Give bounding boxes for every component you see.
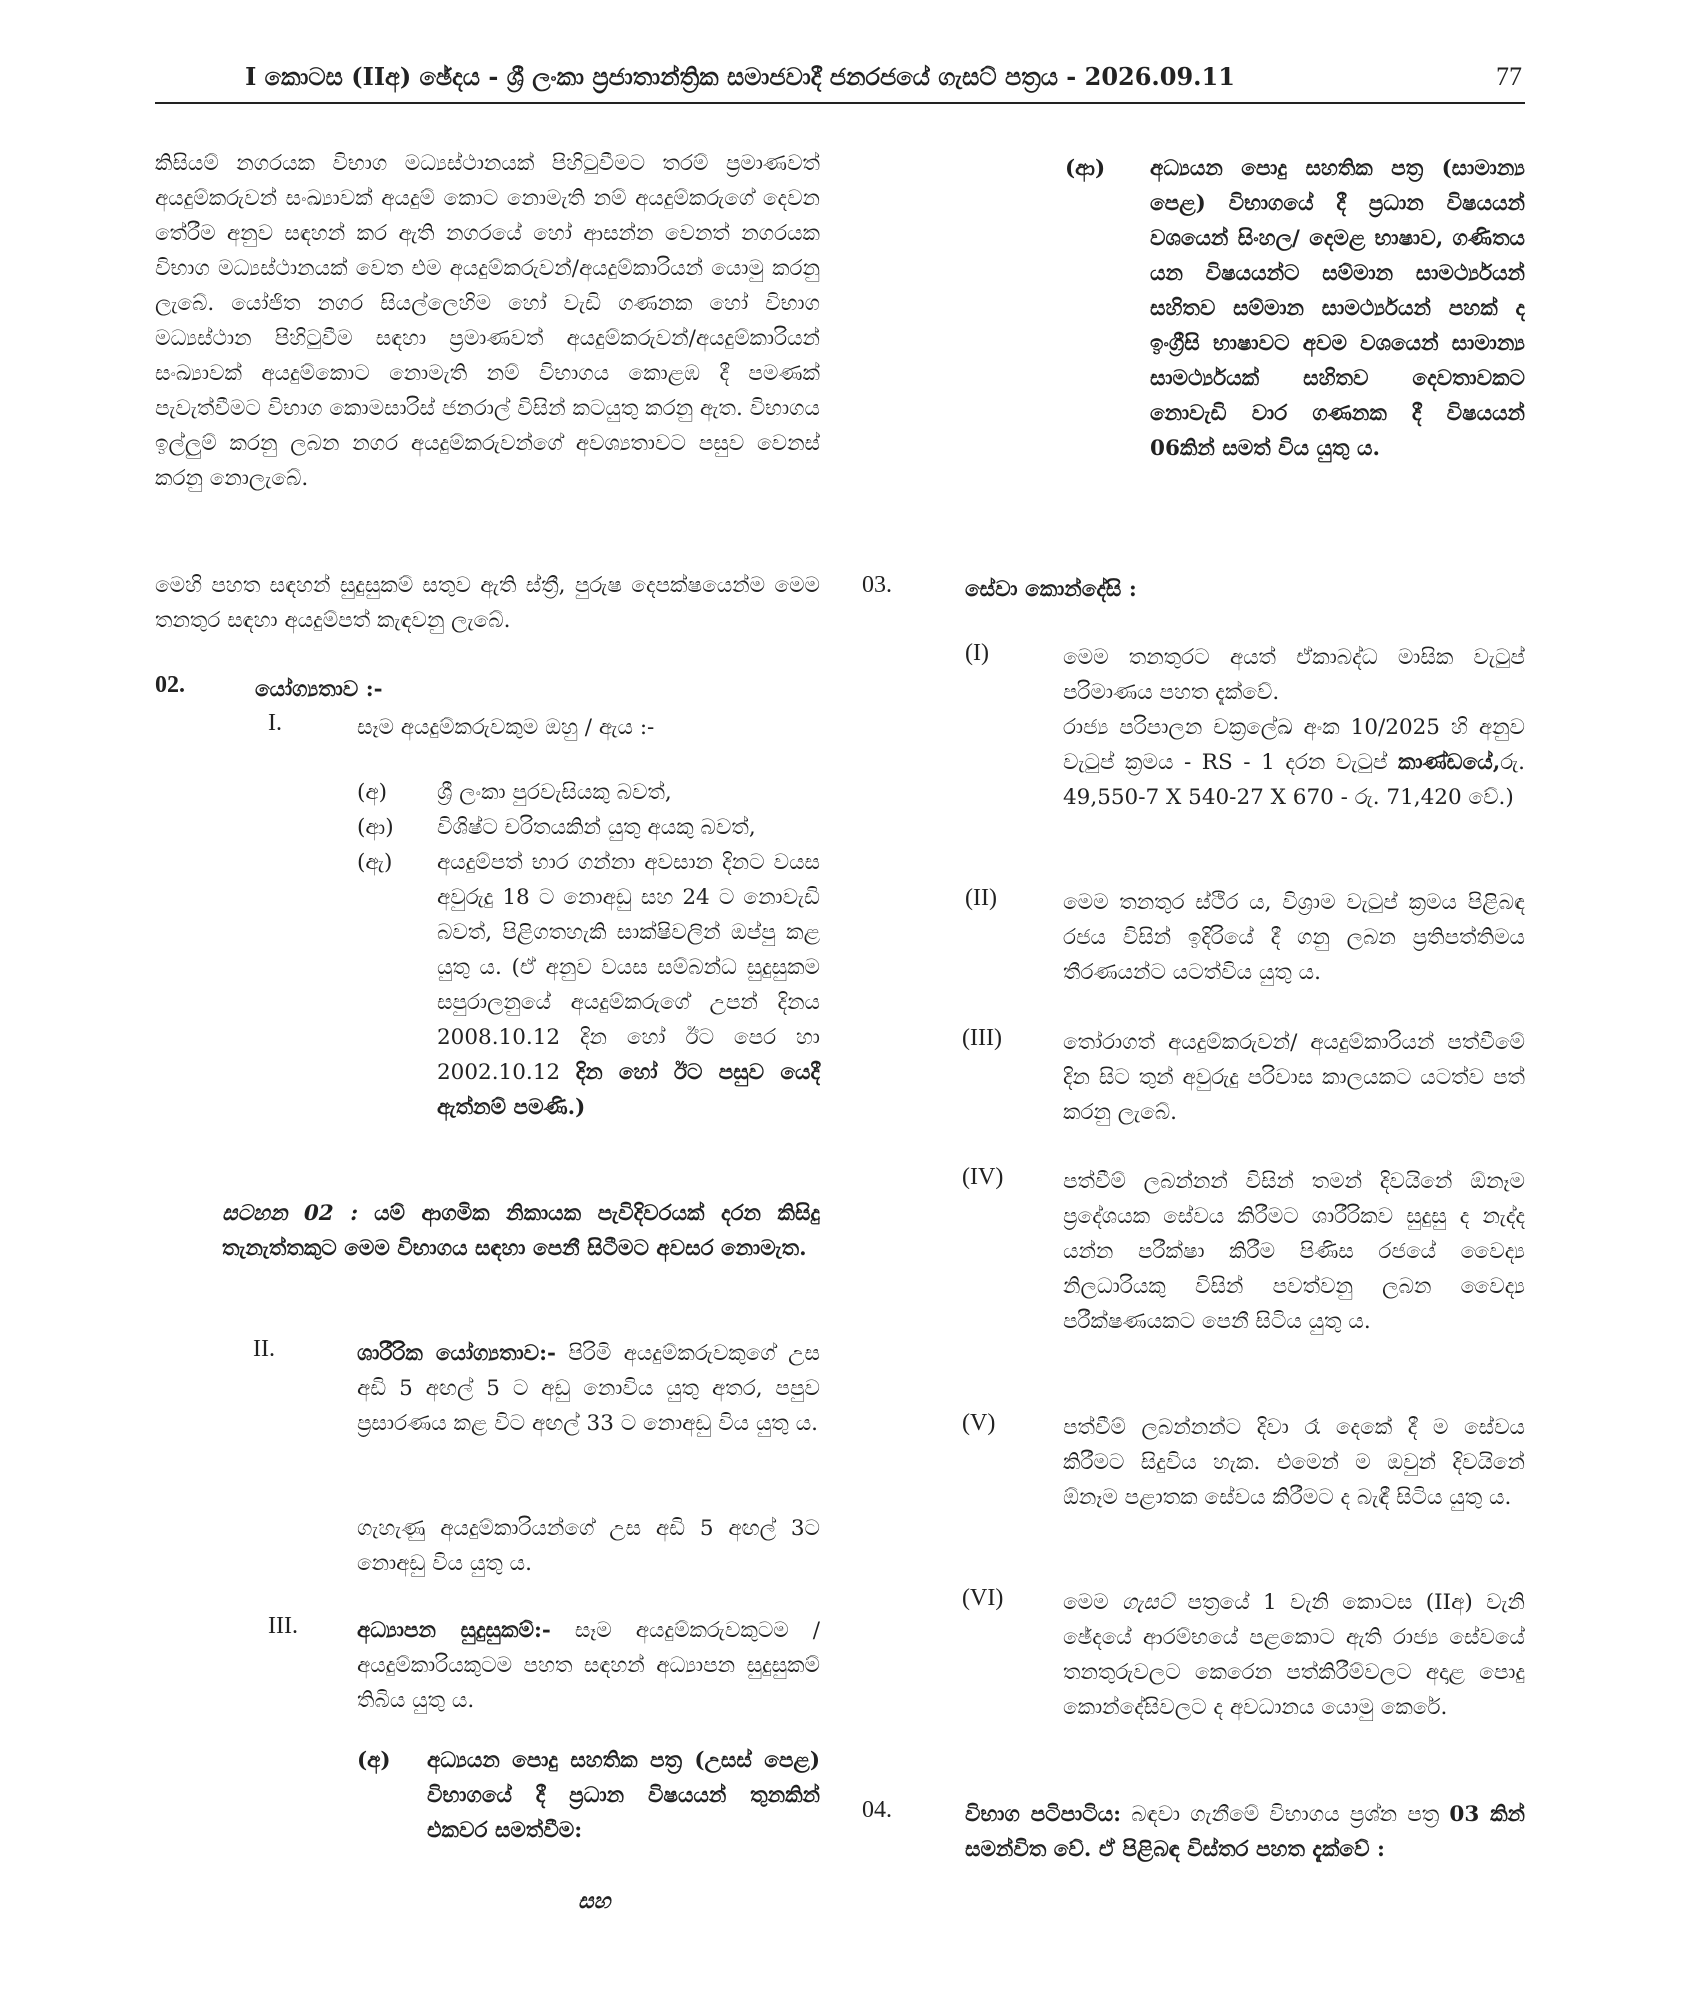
sub-ae-text <box>437 845 820 1125</box>
section-02-number: 02. <box>155 672 185 698</box>
section-04-text <box>965 1797 1525 1867</box>
salary-scale-intro: මෙම තනතුරට අයත් ඒකාබද්ධ මාසික වැටුප් පරිමාණය පහත දැක්වේ. <box>1063 645 1525 705</box>
condition-ii-number: (II) <box>965 885 997 911</box>
physical-fitness-label: ශාරීරික යෝග්‍යතාව:- <box>357 1341 556 1366</box>
female-height-text: ගැහැණු අයදුම්කාරියන්ගේ උස අඩි 5 අඟල් 3ට නොඅඩු විය යුතු ය. <box>357 1516 820 1576</box>
sub-a-label: (අ) <box>357 780 388 805</box>
salary-amounts: රු. 49,550-7 X 540-27 X 670 - රු. 71,420 වේ.) <box>1063 750 1525 810</box>
item-iii-text <box>357 1613 820 1718</box>
edu-a-text: අධ්‍යයන පොදු සහතික පත්‍ර (උසස් පෙළ) විභාගයේ දී ප්‍රධාන විෂයයන් තුනකින් එකවර සමත්වීම: <box>427 1748 820 1843</box>
running-header: I කොටස (IIඅ) ඡේදය - ශ්‍රී ලංකා ප්‍රජාතාන්ත්‍රික සමාජවාදී ජනරජයේ ගැසට් පත්‍රය - 2026.09.11 <box>245 62 1235 91</box>
note-02 <box>222 1196 820 1266</box>
sub-ae-label: (ඇ) <box>357 850 393 875</box>
exam-procedure-label: විභාග පටිපාටිය: <box>965 1802 1122 1827</box>
page-number: 77 <box>1496 62 1522 91</box>
edu-a-label: (අ) <box>357 1748 391 1773</box>
condition-vi-text-b: පත්‍රයේ 1 වැනි කොටස (IIඅ) වැනි ඡේදයේ ආරම්භයේ පළකොට ඇති රාජ්‍ය සේවයේ තනතුරුවලට කෙරෙන පත්කිරීම්වලට අදාළ පොදු කොන්දේසිවලට ද අවධානය යොමු කෙරේ. <box>1063 1590 1525 1720</box>
salary-circular-text: රාජ්‍ය පරිපාලන චක්‍රලේඛ අංක 10/2025 හි අනුව වැටුප් ක්‍රමය - RS - 1 දරන වැටුප් <box>1063 715 1525 775</box>
sub-a-text: ශ්‍රී ලංකා පුරවැසියකු බවත්, <box>437 780 672 805</box>
condition-vi-text <box>1063 1585 1525 1725</box>
condition-iii-text: තෝරාගත් අයදුම්කරුවන්/ අයදුම්කාරියන් පත්වීමේ දින සිට තුන් අවුරුදු පරිවාස කාලයකට යටත්ව පත් කරනු ලැබේ. <box>1063 1030 1525 1125</box>
exam-procedure-bold: 03 කින් සමන්විත වේ. ඒ පිළිබඳ විස්තර පහත දැක්වේ : <box>965 1802 1526 1862</box>
condition-iv-number: (IV) <box>962 1164 1004 1190</box>
item-i-text: සෑම අයදුම්කරුවකුම ඔහු / ඇය :- <box>357 715 655 740</box>
sub-aa-label: (ආ) <box>357 815 394 840</box>
gender-paragraph: මෙහි පහත සඳහන් සුදුසුකම් සතුව ඇති ස්ත්‍රී, පුරුෂ දෙපක්ෂයෙන්ම මෙම තනතුර සඳහා අයදුම්පත් කැඳවනු ලැබේ. <box>155 573 820 633</box>
condition-v-number: (V) <box>962 1410 996 1436</box>
condition-i-number: (I) <box>965 640 989 666</box>
salary-category-bold: කාණ්ඩයේ, <box>1397 750 1501 775</box>
header-rule <box>155 102 1525 104</box>
note-02-label: සටහන 02 : <box>222 1201 359 1226</box>
sub-aa-text: විශිෂ්ට චරිතයකින් යුතු අයකු බවත්, <box>437 815 756 840</box>
condition-vi-text-a: මෙම <box>1063 1590 1109 1615</box>
section-03-number: 03. <box>862 572 892 598</box>
edu-aa-label: (ආ) <box>1065 156 1106 181</box>
physical-fitness-text: පිරිමි අයදුම්කරුවකුගේ උස අඩි 5 අඟල් 5 ට අඩු නොවිය යුතු අතර, පපුව ප්‍රසාරණය කළ විට අඟල් 33 ට නොඅඩු විය යුතු ය. <box>357 1341 820 1436</box>
condition-iv-text: පත්වීම් ලබන්නන් විසින් තමන් දිවයිනේ ඕනෑම ප්‍රදේශයක සේවය කිරීමට ශාරීරිකව සුදුසු ද නැද්ද යන්න පරීක්ෂා කිරීම පිණිස රජයේ වෛද්‍ය නිලධාරියකු විසින් පවත්වනු ලබන වෛද්‍ය පරීක්ෂණයකට පෙනී සිටිය යුතු ය. <box>1063 1169 1525 1334</box>
condition-v-text: පත්වීම් ලබන්නන්ට දිවා රෑ දෙකේ දී ම සේවය කිරීමට සිදුවිය හැක. එමෙන් ම ඔවුන් දිවයිනේ ඕනෑම පළාතක සේවය කිරීමට ද බැඳී සිටිය යුතු ය. <box>1063 1415 1525 1510</box>
exam-procedure-text: බඳවා ගැනීමේ විභාගය ප්‍රශ්න පත්‍ර <box>1131 1802 1440 1827</box>
condition-ii-text: මෙම තනතුර ස්ථිර ය, විශ්‍රාම වැටුප් ක්‍රමය පිළිබඳ රජය විසින් ඉදිරියේ දී ගනු ලබන ප්‍රතිපත්තිමය තීරණයන්ට යටත්විය යුතු ය. <box>1063 890 1525 985</box>
item-ii-number: II. <box>253 1336 275 1362</box>
condition-vi-number: (VI) <box>962 1585 1004 1611</box>
age-requirement-bold: දින හෝ ඊට පසුව යෙදී ඇත්නම් පමණි.) <box>437 1060 820 1120</box>
item-i-number: I. <box>268 710 282 736</box>
education-text: සෑම අයදුම්කරුවකුටම / අයදුම්කාරියකුටම පහත සඳහන් අධ්‍යාපන සුදුසුකම් තිබිය යුතු ය. <box>357 1618 820 1713</box>
item-iii-number: III. <box>268 1613 298 1639</box>
age-requirement-text: අයදුම්පත් භාර ගන්නා අවසාන දිනට වයස අවුරුදු 18 ට නොඅඩු සහ 24 ට නොවැඩි බවත්, පිළිගතහැකි සාක්ෂිවලින් ඔප්පු කළ යුතු ය. (ඒ අනුව වයස සම්බන්ධ සුදුසුකම සපුරාලනුයේ අයදුම්කරුගේ උපන් දිනය 2008.10.12 දින හෝ ඊට පෙර හා 2002.10.12 <box>437 850 820 1085</box>
section-04-number: 04. <box>862 1797 892 1823</box>
edu-aa-text: අධ්‍යයන පොදු සහතික පත්‍ර (සාමාන්‍ය පෙළ) විභාගයේ දී ප්‍රධාන විෂයයන් වශයෙන් සිංහල/ දෙමළ භාෂාව, ගණිතය යන විෂයයන්ට සම්මාන සාමර්ථ්‍යයන් සහිතව සම්මාන සාමර්ථ්‍යයන් පහක් ද ඉංග්‍රීසි භාෂාවට අවම වශයෙන් සාමාන්‍ය සාමර්ථ්‍යයක් සහිතව දෙවතාවකට නොවැඩි වාර ගණනක දී විෂයයන් 06කින් සමත් විය යුතු ය. <box>1150 156 1525 461</box>
exam-centre-paragraph: කිසියම් නගරයක විභාග මධ්‍යස්ථානයක් පිහිටුවීමට තරම් ප්‍රමාණවත් අයදුම්කරුවන් සංඛ්‍යාවක් අයදුම් කොට නොමැති නම් අයදුම්කරුගේ දෙවන තේරීම අනුව සඳහන් කර ඇති නගරයේ හෝ ආසන්න වෙනත් නගරයක විභාග මධ්‍යස්ථානයක් වෙත එම අයදුම්කරුවන්/අයදුම්කාරියන් යොමු කරනු ලැබේ. යෝජිත නගර සියල්ලෙහිම හෝ වැඩි ගණනක හෝ විභාග මධ්‍යස්ථාන පිහිටුවීම සඳහා ප්‍රමාණවත් අයදුම්කරුවන්/අයදුම්කාරියන් සංඛ්‍යාවක් අයදුම්කොට නොමැති නම් විභාගය කොළඹ දී පමණක් පැවැත්වීමට විභාග කොමසාරිස් ජනරාල් විසින් කටයුතු කරනු ඇත. විභාගය ඉල්ලුම් කරනු ලබන නගර අයදුම්කරුවන්ගේ අවශ්‍යතාවට පසුව වෙනස් කරනු නොලැබේ. <box>155 151 820 491</box>
condition-i-text <box>1063 640 1525 815</box>
note-02-text: යම් ආගමික නිකායක පැවිදිවරයක් දරන කිසිදු තැනැත්තකුට මෙම විභාගය සඳහා පෙනී සිටීමට අවසර නොමැත. <box>222 1201 820 1261</box>
section-03-title: සේවා කොන්දේසි : <box>965 577 1137 602</box>
and-connector: සහ <box>578 1889 611 1914</box>
section-02-title: යෝග්‍යතාව :- <box>255 677 383 702</box>
gazette-word: ගැසට් <box>1121 1590 1175 1615</box>
item-ii-text <box>357 1336 820 1441</box>
education-label: අධ්‍යාපන සුදුසුකම්:- <box>357 1618 551 1643</box>
condition-iii-number: (III) <box>962 1025 1002 1051</box>
